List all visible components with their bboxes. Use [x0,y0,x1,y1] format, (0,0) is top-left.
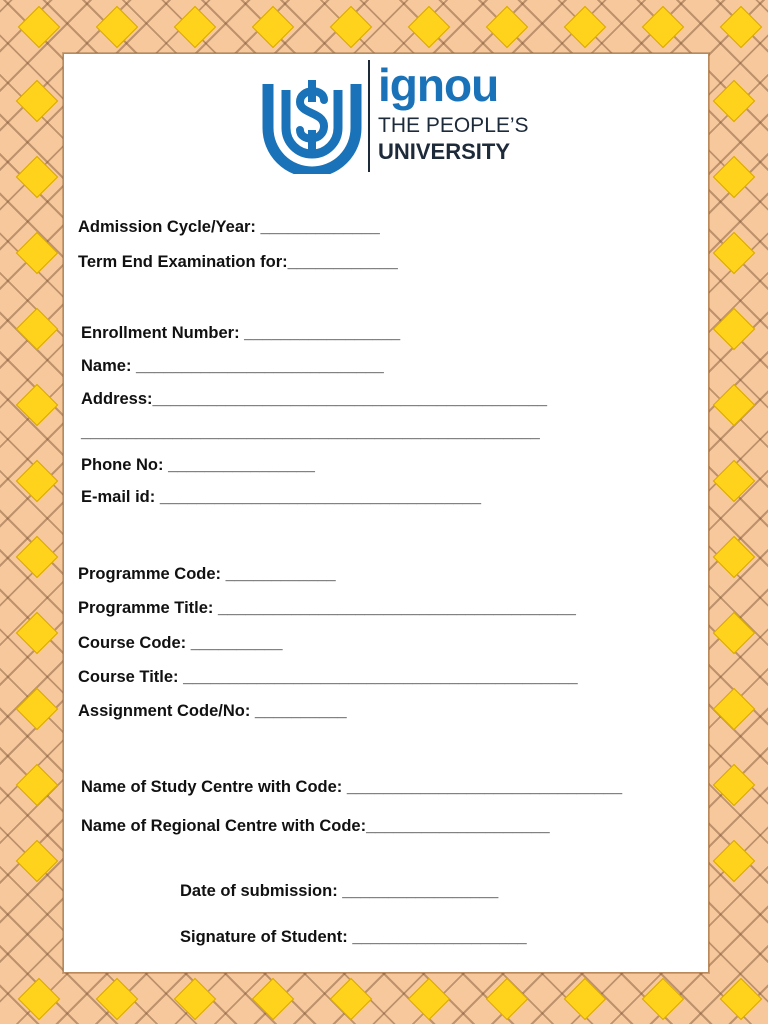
date-of-submission-field: Date of submission: _________________ [180,882,499,900]
border-diamond [252,6,294,48]
border-diamond [330,6,372,48]
border-diamond [642,978,684,1020]
border-diamond [713,536,755,578]
address-continuation-field: __________________________________________________ [81,423,540,441]
border-diamond [16,308,58,350]
border-diamond [174,978,216,1020]
course-code-field: Course Code: __________ [78,634,283,652]
assignment-code-field: Assignment Code/No: __________ [78,702,347,720]
signature-field: Signature of Student: ___________________ [180,928,527,946]
border-diamond [252,978,294,1020]
assignment-cover-page [63,53,709,973]
enrollment-number-field: Enrollment Number: _________________ [81,324,401,342]
border-diamond [713,232,755,274]
email-field: E-mail id: ___________________________________ [81,488,482,506]
border-diamond [16,612,58,654]
border-diamond [486,6,528,48]
border-diamond [16,688,58,730]
ignou-logo [260,60,530,172]
address-field: Address:___________________________________________ [81,390,548,408]
border-diamond [174,6,216,48]
border-diamond [96,6,138,48]
border-diamond [564,978,606,1020]
border-diamond [713,688,755,730]
border-diamond [713,308,755,350]
border-diamond [713,384,755,426]
programme-title-field: Programme Title: _______________________________________ [78,599,576,617]
border-diamond [713,764,755,806]
term-end-exam-field: Term End Examination for:____________ [78,253,398,271]
border-diamond [720,6,762,48]
border-diamond [18,6,60,48]
phone-field: Phone No: ________________ [81,456,315,474]
border-diamond [713,460,755,502]
border-diamond [642,6,684,48]
border-diamond [486,978,528,1020]
admission-cycle-field: Admission Cycle/Year: _____________ [78,218,380,236]
border-diamond [16,764,58,806]
border-diamond [713,80,755,122]
logo-divider [368,60,370,172]
border-diamond [16,840,58,882]
logo-wordmark: ignou [378,59,499,111]
border-diamond [408,6,450,48]
course-title-field: Course Title: ___________________________________________ [78,668,578,686]
name-field: Name: ___________________________ [81,357,384,375]
border-diamond [16,80,58,122]
logo-tagline-1: THE PEOPLE’S [378,114,529,137]
study-centre-field: Name of Study Centre with Code: ______________________________ [81,778,623,796]
border-diamond [16,536,58,578]
border-diamond [18,978,60,1020]
border-diamond [16,384,58,426]
border-diamond [330,978,372,1020]
border-diamond [16,156,58,198]
programme-code-field: Programme Code: ____________ [78,565,336,583]
regional-centre-field: Name of Regional Centre with Code:____________________ [81,817,550,835]
border-diamond [713,840,755,882]
border-diamond [96,978,138,1020]
border-diamond [16,232,58,274]
logo-tagline-2: UNIVERSITY [378,139,511,164]
border-diamond [564,6,606,48]
border-diamond [720,978,762,1020]
border-diamond [408,978,450,1020]
border-diamond [16,460,58,502]
ignou-emblem-icon [260,70,364,174]
border-diamond [713,612,755,654]
border-diamond [713,156,755,198]
